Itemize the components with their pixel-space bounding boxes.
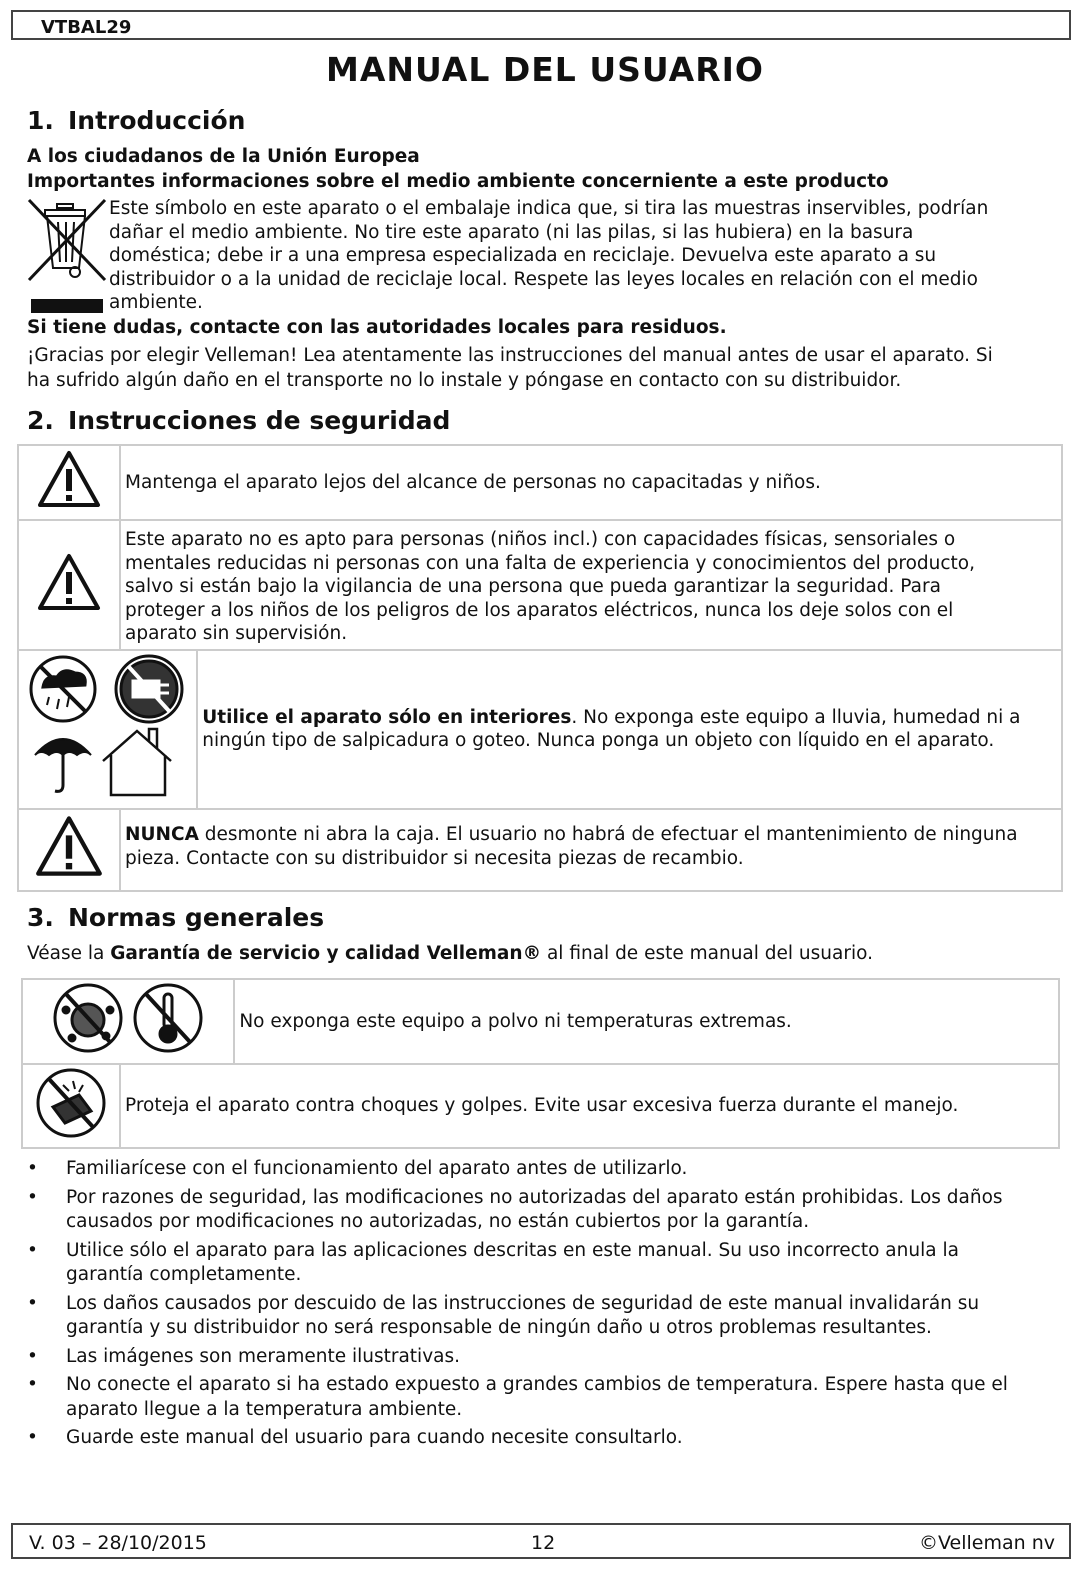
safety-table [17, 444, 1063, 892]
safety-text-2 [120, 520, 1062, 650]
weee-line: ambiente. [109, 292, 203, 314]
dust-temperature-icons [50, 980, 206, 1056]
weee-line: dañar el medio ambiente. No tire este aparato (ni las pilas, si las hubiera) en la basura [109, 221, 914, 243]
manual-title [0, 50, 1090, 89]
warning-triangle-icon [34, 814, 104, 878]
bullet-line: • Por razones de seguridad, las modificaciones no autorizadas del aparato están prohibidas. Los daños [66, 1186, 1003, 1208]
bullet-item [27, 1157, 1057, 1182]
warning-icon-cell [18, 520, 120, 650]
general-bullets [27, 1157, 1057, 1455]
bullet-item [27, 1345, 1057, 1370]
weee-line: distribuidor o a la unidad de reciclaje local. Respete las leyes locales en relación con el medio [109, 268, 979, 290]
copyright: ©Velleman nv [919, 1532, 1055, 1554]
version-date: V. 03 – 28/10/2015 [29, 1532, 207, 1554]
indoor-use-icons [23, 651, 193, 801]
indoor-line-1 [202, 706, 1057, 730]
page-number: 12 [531, 1532, 556, 1554]
environment-info-subheading: Importantes informaciones sobre el medio ambiente concerniente a este producto [27, 171, 889, 192]
safety-line: salvo si están bajo la vigilancia de una persona que pueda garantizar la seguridad. Para [125, 576, 941, 598]
safety-line: mentales reducidas ni personas con una falta de experiencia y conocimientos del producto, [125, 552, 976, 574]
indoor-bold: Utilice el aparato sólo en interiores [202, 706, 572, 728]
shock-icon-cell [22, 1064, 120, 1149]
warranty-note [27, 942, 873, 966]
never-line-1 [125, 823, 1057, 847]
bullet-line: causados por modificaciones no autorizadas, no están cubiertos por la garantía. [66, 1211, 810, 1232]
safety-line: aparato sin supervisión. [125, 623, 348, 645]
thanks-line: ¡Gracias por elegir Velleman! Lea atentamente las instrucciones del manual antes de usar el aparato. Si [27, 345, 993, 366]
umbrella-icon [35, 739, 91, 791]
warranty-bold: Garantía de servicio y calidad Velleman® [110, 943, 542, 964]
manual-title-text: MANUAL DEL USUARIO [326, 50, 764, 89]
warning-triangle-icon [36, 449, 102, 509]
bullet-item [27, 1186, 1057, 1235]
bullet-line: garantía completamente. [66, 1264, 302, 1285]
safety-text-4 [120, 809, 1062, 891]
no-shock-icon [33, 1065, 109, 1141]
safety-text-3 [197, 650, 1062, 809]
dust-temp-icons-cell [22, 979, 234, 1064]
no-dust-icon [55, 985, 121, 1051]
never-bold: NUNCA [125, 824, 199, 845]
weee-paragraph [109, 197, 988, 315]
bullet-item [27, 1373, 1057, 1422]
warning-icon-cell [18, 445, 120, 520]
indoor-rest: . No exponga este equipo a lluvia, humedad ni a [571, 706, 1021, 728]
section-2-title: Instrucciones de seguridad [68, 406, 451, 435]
warning-triangle-icon [36, 552, 102, 612]
bullet-line: • Las imágenes son meramente ilustrativas. [66, 1345, 461, 1367]
safety-row [18, 809, 1062, 891]
warning-icon-cell [18, 809, 120, 891]
weee-bin-icon [27, 198, 109, 316]
thanks-line: ha sufrido algún daño en el transporte no lo instale y póngase en contacto con su distribuidor. [27, 370, 902, 391]
bullet-line: garantía y su distribuidor no será responsable de ningún daño u otros problemas resultantes. [66, 1317, 932, 1338]
house-icon [103, 729, 171, 795]
section-3-number: 3. [27, 903, 54, 932]
safety-line: Este aparato no es apto para personas (niños incl.) con capacidades físicas, sensoriales o [125, 529, 956, 551]
bullet-item [27, 1239, 1057, 1288]
safety-row [18, 520, 1062, 650]
eu-citizens-subheading: A los ciudadanos de la Unión Europea [27, 146, 420, 167]
bullet-line: • Guarde este manual del usuario para cuando necesite consultarlo. [66, 1427, 683, 1448]
safety-row [18, 650, 1062, 809]
section-2-number: 2. [27, 406, 54, 435]
no-water-plug-icon [116, 656, 182, 722]
contact-authorities-note: Si tiene dudas, contacte con las autoridades locales para residuos. [27, 317, 727, 338]
general-text-2: Proteja el aparato contra choques y golpes. Evite usar excesiva fuerza durante el manejo. [120, 1064, 1059, 1149]
section-1-title: Introducción [68, 106, 246, 135]
general-row [22, 1064, 1059, 1149]
general-row [22, 979, 1059, 1064]
weee-line: Este símbolo en este aparato o el embalaje indica que, si tira las muestras inservibles, podrían [109, 198, 989, 219]
warranty-post: al final de este manual del usuario. [541, 943, 873, 964]
bullet-item [27, 1426, 1057, 1451]
indoor-line-2: ningún tipo de salpicadura o goteo. Nunca ponga un objeto con líquido en el aparato. [202, 730, 995, 752]
bullet-item [27, 1292, 1057, 1341]
bullet-line: • No conecte el aparato si ha estado expuesto a grandes cambios de temperatura. Espere hasta que el [66, 1374, 1008, 1395]
weee-line: doméstica; debe ir a una empresa especializada en reciclaje. Devuelva este aparato a su [109, 245, 937, 267]
bullet-line: • Utilice sólo el aparato para las aplicaciones descritas en este manual. Su uso incorrecto anula la [66, 1239, 959, 1261]
no-rain-icon [31, 657, 95, 721]
bullet-line: • Los daños causados por descuido de las instrucciones de seguridad de este manual invalidarán su [66, 1292, 980, 1314]
page-header [11, 10, 1071, 40]
section-1-heading [27, 106, 245, 135]
section-3-heading [27, 903, 324, 932]
thanks-paragraph [27, 343, 993, 393]
never-rest: desmonte ni abra la caja. El usuario no habrá de efectuar el mantenimiento de ninguna [198, 824, 1018, 845]
page-footer [11, 1523, 1071, 1559]
section-3-title: Normas generales [68, 903, 325, 932]
safety-text-1: Mantenga el aparato lejos del alcance de personas no capacitadas y niños. [120, 445, 1062, 520]
general-text-1: No exponga este equipo a polvo ni temperaturas extremas. [234, 979, 1059, 1064]
warranty-pre: Véase la [27, 943, 111, 964]
bullet-line: aparato llegue a la temperatura ambiente. [66, 1398, 463, 1420]
section-1-number: 1. [27, 106, 54, 135]
general-table [21, 978, 1060, 1149]
safety-line: proteger a los niños de los peligros de los aparatos eléctricos, nunca los deje solos con el [125, 599, 954, 621]
safety-row [18, 445, 1062, 520]
model-label: VTBAL29 [41, 17, 132, 38]
never-line-2: pieza. Contacte con su distribuidor si necesita piezas de recambio. [125, 847, 744, 869]
bullet-line: • Familiarícese con el funcionamiento del aparato antes de utilizarlo. [66, 1158, 688, 1179]
indoor-icons-cell [18, 650, 197, 809]
section-2-heading [27, 406, 450, 435]
no-temperature-icon [135, 985, 201, 1051]
